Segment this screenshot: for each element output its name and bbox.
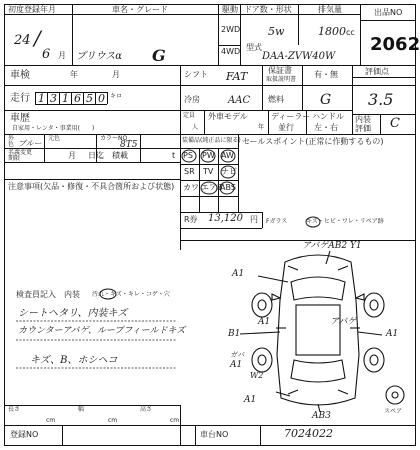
displacement-label: 排気量	[318, 5, 342, 14]
inspection-year-unit: 年	[70, 70, 78, 79]
equipment-tv: TV	[203, 167, 214, 176]
width-unit: cm	[108, 417, 118, 424]
dealer-label: ディーラー	[271, 112, 311, 121]
grade: G	[152, 46, 166, 65]
deadline-month: 月	[68, 151, 76, 160]
inspection-month-unit: 月	[112, 70, 120, 79]
ac-value: AAC	[228, 95, 251, 106]
history-options: 自家用・レンタ・事業用( )	[12, 125, 95, 132]
length-label: 長さ	[8, 406, 21, 413]
diagram-top-note: アバゲAB2 Y1	[302, 241, 362, 251]
color-no: 8T5	[120, 140, 138, 150]
length-unit: cm	[46, 417, 56, 424]
orig-color-label: 元色	[48, 135, 61, 142]
mileage-digit-3: 1	[62, 92, 69, 105]
lot-label: 出品NO	[374, 8, 403, 17]
width-label: 幅	[78, 406, 85, 413]
diagram-gap-label: ガバ	[230, 351, 244, 359]
equipment-ps: PS	[183, 151, 193, 160]
equipment-sr: SR	[184, 167, 195, 176]
doors-label: ドア数・形状	[244, 5, 292, 14]
diagram-a1-top: A1	[232, 269, 245, 279]
name-change-label: 名義変更	[8, 149, 33, 156]
cc-unit: cc	[346, 28, 355, 37]
warranty-sub: 取扱説明書	[266, 76, 297, 83]
inspector-line-3: キズ、B、ホシヘコ	[30, 355, 118, 366]
color-no-label: カラーNO	[100, 135, 128, 142]
interior-value: C	[390, 116, 400, 131]
equipment-navi: ナビ	[221, 167, 237, 176]
capacity-unit: 人	[192, 124, 199, 131]
score-label: 評価点	[365, 67, 389, 76]
diagram-spare-label: スペア	[384, 408, 403, 415]
km-label: キロ	[110, 93, 123, 100]
load-label: 積載	[112, 151, 128, 160]
f-glass-options: キズ・ヒビ・ワレ・リペア跡	[306, 218, 384, 225]
reg-no-label: 登録NO	[10, 430, 39, 439]
diagram-aba-label: アバゲ	[330, 317, 357, 327]
model-type-label: 型式	[246, 43, 262, 52]
shift-label: シフト	[184, 70, 208, 79]
mileage-digit-4: 6	[74, 92, 81, 105]
deadline-label: 期限	[8, 155, 21, 162]
notes-label: 注意事項(欠品・修復・不具合箇所および状態)	[8, 182, 175, 191]
diagram-w2: W2	[250, 371, 264, 380]
exterior-color-label: 外	[8, 135, 15, 142]
diagram-a1-left: A1	[258, 317, 271, 327]
capacity-label: 定員	[183, 112, 196, 119]
fuel-label: 燃料	[268, 95, 284, 104]
reg-month-unit: 月	[58, 51, 66, 60]
selling-point-label: セールスポイント(正常に作動するもの)	[242, 137, 384, 146]
inspector-label: 検査員記入	[16, 290, 56, 299]
inspector-line-1: シートヘタリ、内装キズ	[18, 308, 128, 319]
deadline-day: 日迄	[88, 151, 104, 160]
score-value: 3.5	[368, 90, 394, 109]
inspector-line-2: カウンターアバゲ、ループフィールドキズ	[18, 326, 186, 336]
reg-month: 6	[42, 47, 51, 62]
equipment-abs: ABS	[220, 183, 236, 192]
equipment-airbag: エアB	[201, 183, 223, 192]
foreign-unit: 年	[258, 124, 265, 131]
cc-value: 1800	[318, 25, 346, 38]
drive-label: 駆動	[222, 5, 238, 14]
model-type: DAA-ZVW40W	[262, 51, 336, 62]
r-seat-value: 13,120	[208, 213, 243, 224]
inspector-interior-label: 内装	[64, 290, 80, 299]
diagram-a1-bottom: A1	[244, 395, 257, 405]
mileage-digit-2: 3	[50, 92, 57, 105]
lot-number: 2062	[370, 34, 420, 55]
color-value: ブルー	[18, 139, 42, 148]
reg-year: 24	[14, 33, 31, 48]
model-label: 車名・グレード	[112, 5, 168, 14]
color-label: 色	[8, 141, 15, 148]
equipment-pw: PW	[202, 151, 215, 160]
equipment-aw: AW	[221, 151, 234, 160]
f-glass-label: Fガラス	[266, 218, 288, 225]
doors-value: 5w	[268, 25, 285, 38]
foreign-label: 外車モデル	[208, 112, 248, 121]
drive-2wd: 2WD	[221, 25, 241, 34]
r-seat-label: R券	[184, 215, 198, 224]
first-reg-label: 初度登録年月	[8, 5, 56, 14]
warranty-value: 有・無	[314, 70, 338, 79]
history-label: 車歴	[10, 113, 30, 124]
reg-slash: /	[34, 26, 41, 50]
mileage-digit-5: 5	[86, 92, 93, 105]
height-label: 高さ	[140, 406, 153, 413]
equipment-label: 装備品(純正品に限る)	[182, 137, 241, 144]
r-seat-unit: 円	[250, 215, 258, 224]
interior-label: 内装	[355, 115, 371, 124]
inspection-label: 車検	[10, 70, 30, 81]
handle-label: ハンドル	[312, 112, 344, 121]
car-name: プリウスα	[76, 51, 123, 62]
inspector-interior-options: 汚れ・キズ・キレ・コゲ・穴	[92, 291, 170, 298]
chassis-value: 7024022	[284, 427, 333, 440]
fuel-value: G	[320, 92, 332, 108]
diagram-a1-right: A1	[386, 329, 399, 339]
diagram-b1-left: B1	[228, 329, 241, 339]
diagram-gap-value: A1	[230, 360, 243, 370]
ac-label: 冷房	[184, 95, 200, 104]
dealer-sub: 並行	[278, 123, 294, 132]
shift-value: FAT	[226, 70, 248, 83]
mileage-label: 走行	[10, 93, 30, 104]
height-unit: cm	[170, 417, 180, 424]
ton-label: t	[172, 151, 176, 160]
warranty-label: 保証書	[268, 66, 292, 75]
mileage-digit-6: 0	[98, 92, 105, 105]
drive-4wd: 4WD	[221, 47, 241, 56]
equipment-kawa: カワ	[183, 183, 199, 192]
mileage-digit-1: 1	[38, 92, 45, 105]
chassis-label: 車台NO	[200, 430, 229, 439]
handle-value: 左・右	[314, 123, 338, 132]
diagram-bottom-note: AB3	[312, 411, 331, 421]
interior-label-2: 評価	[355, 124, 371, 133]
